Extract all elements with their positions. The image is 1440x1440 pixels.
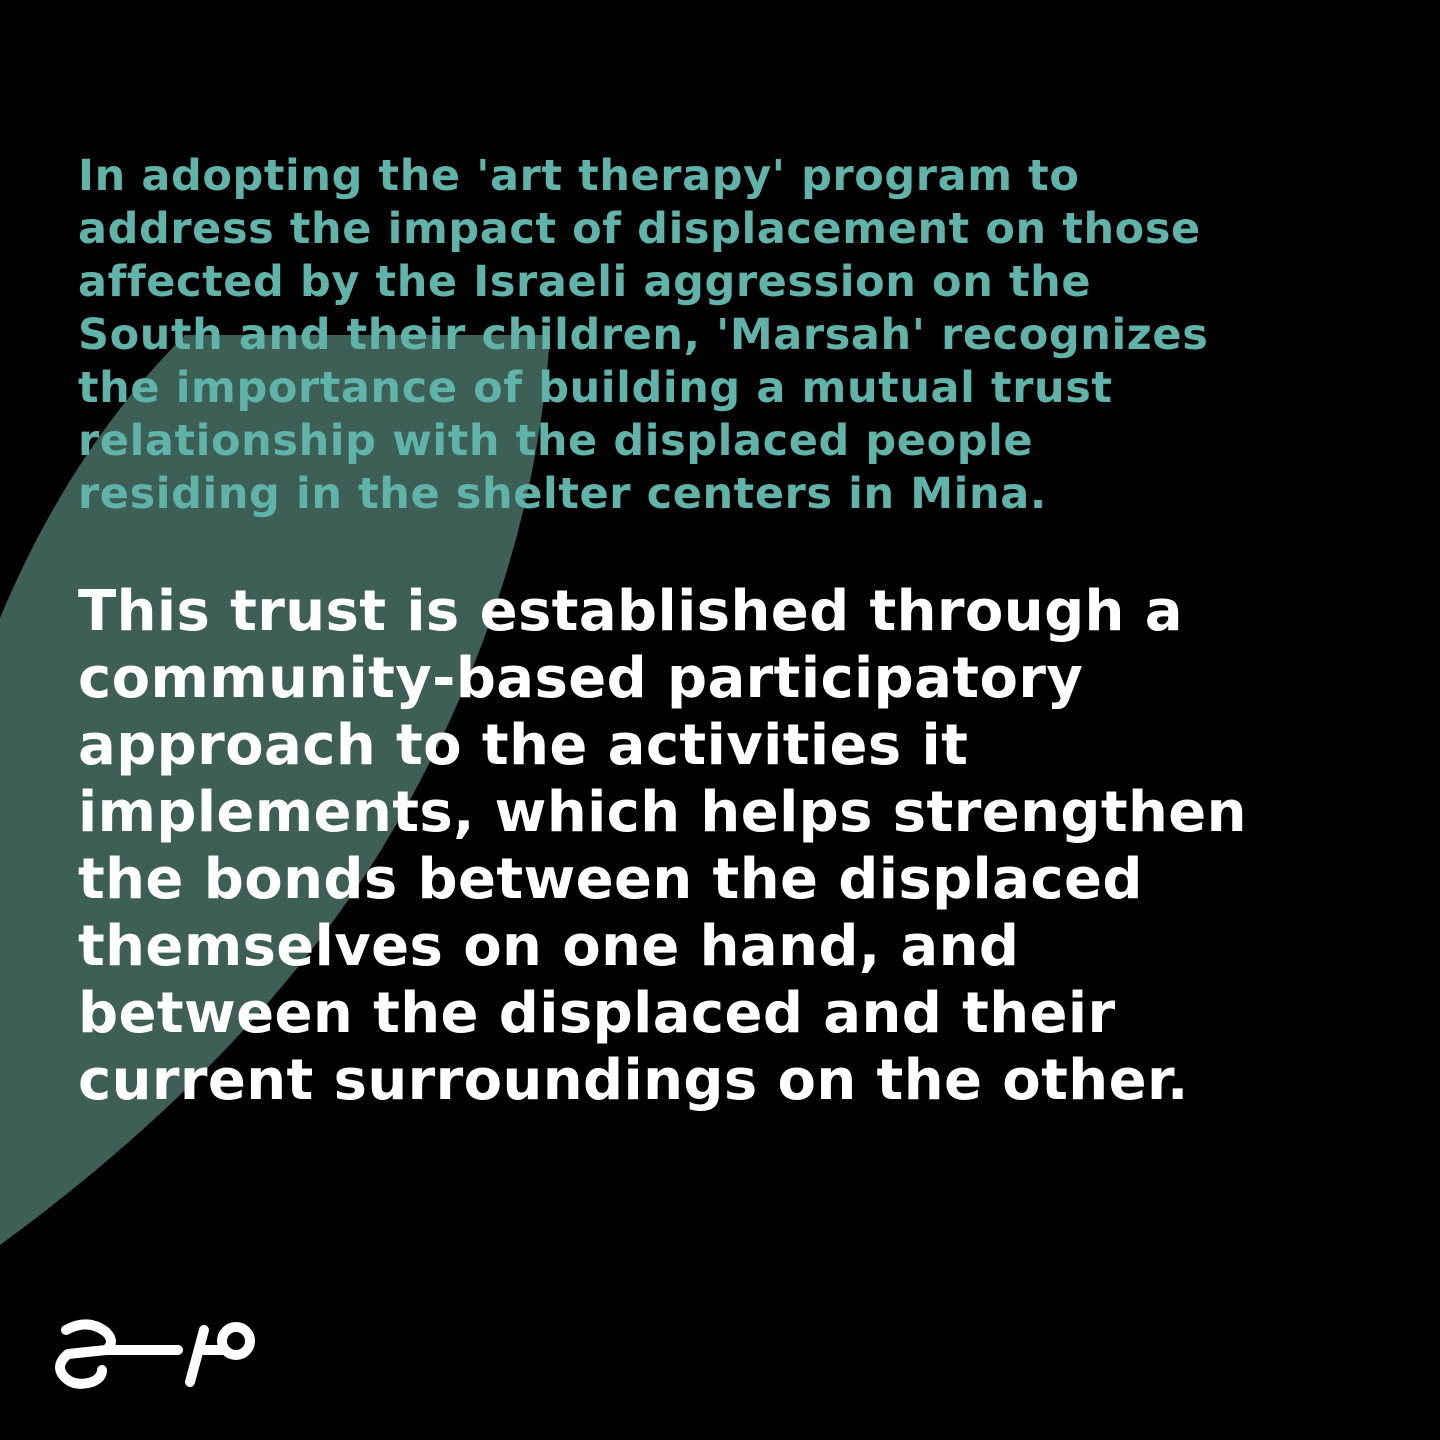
main-paragraph <box>78 578 1247 1114</box>
main-line: approach to the activities it <box>78 713 969 778</box>
main-line: between the displaced and their <box>78 981 1116 1046</box>
main-line: the bonds between the displaced <box>78 847 1143 912</box>
main-line: current surroundings on the other. <box>78 1048 1189 1113</box>
intro-line: address the impact of displacement on those <box>78 204 1201 254</box>
intro-line: South and their children, 'Marsah' recognizes <box>78 310 1209 360</box>
intro-paragraph <box>78 150 1208 521</box>
intro-line: affected by the Israeli aggression on the <box>78 257 1092 307</box>
main-line: themselves on one hand, and <box>78 914 1020 979</box>
main-line: This trust is established through a <box>78 579 1183 644</box>
intro-line: the importance of building a mutual trust <box>78 363 1113 413</box>
main-line: implements, which helps strengthen <box>78 780 1247 845</box>
logo-strokes <box>60 1324 250 1383</box>
marsah-logo-icon <box>52 1308 262 1398</box>
main-line: community-based participatory <box>78 646 1084 711</box>
intro-line: In adopting the 'art therapy' program to <box>78 151 1080 201</box>
intro-line: relationship with the displaced people <box>78 416 1034 466</box>
intro-line: residing in the shelter centers in Mina. <box>78 469 1047 519</box>
